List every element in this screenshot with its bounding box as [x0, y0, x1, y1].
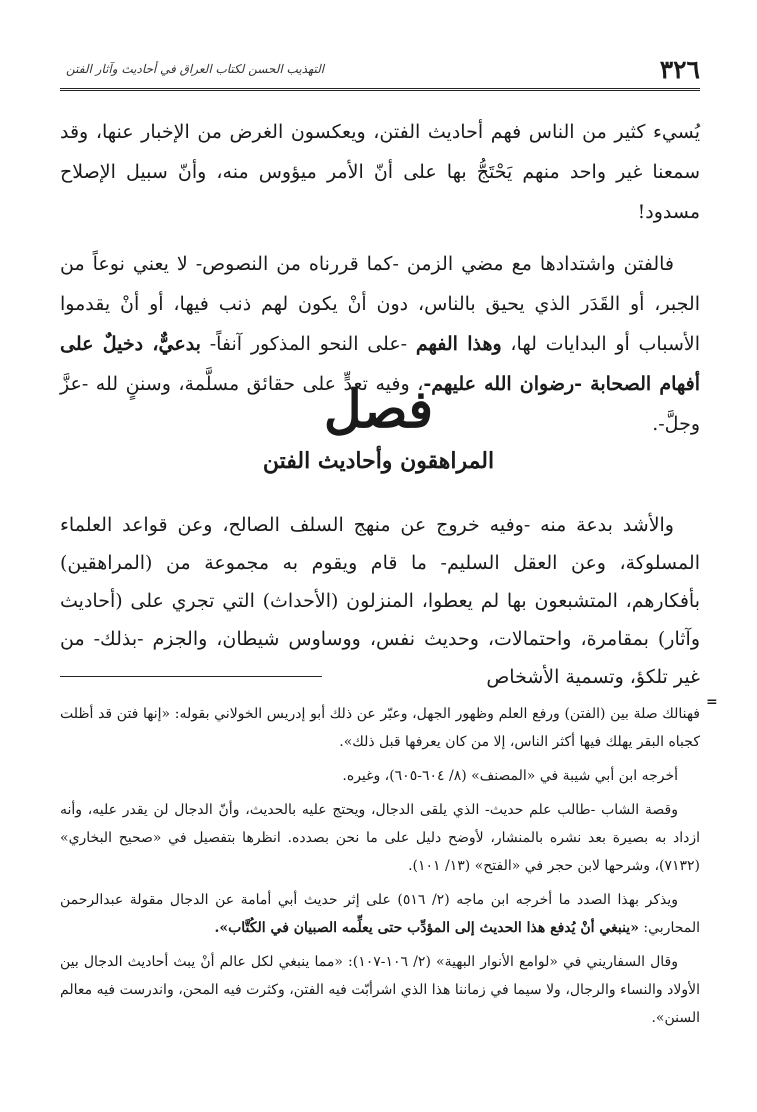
- bold-phrase: وهذا الفهم: [415, 333, 502, 355]
- footnote-2: أخرجه ابن أبي شيبة في «المصنف» (٨/ ٦٠٤-٦٠٥)، وغيره.: [342, 768, 678, 784]
- bold-quote: «ينبغي أنْ يُدفع هذا الحديث إلى المؤدِّب حتى يعلِّمه الصبيان في الكُتَّاب».: [214, 920, 639, 936]
- page-header: [60, 50, 700, 91]
- bold-phrase: -رضوان الله عليهم-: [423, 373, 591, 395]
- main-text-continued: [60, 506, 700, 696]
- paragraph-2: فالفتن واشتدادها مع مضي الزمن -كما قررناه من النصوص- لا يعني نوعاً من الجبر، أو القَدَر الذي يحيق بالناس، دون أنْ يكون لهم ذنب فيها، أو أنْ يقدموا الأسباب أو البدايات لها، وهذا الفهم -على النحو المذكور آنفاً- بدعيٌّ، دخيلٌ على أفهام الصحابة -رضوان الله عليهم-، وفيه تعدٍّ على حقائق مسلَّمة، وسننٍ لله -عزَّ وجلَّ-.: [60, 253, 701, 435]
- footnotes: [60, 700, 700, 1038]
- running-title: التهذيب الحسن لكتاب العراق في أحاديث وآثار الفتن: [66, 62, 325, 76]
- footnote-5: وقال السفاريني في «لوامع الأنوار البهية» (٢/ ١٠٦-١٠٧): «مما ينبغي لكل عالم أنْ يبث أحاديث الدجال بين الأولاد والنساء والرجال، ولا سيما في زماننا هذا الذي اشرأبّت فيه الفتن، وكثرت فيه المحن، واندرست فيه معالم السنن».: [60, 954, 700, 1026]
- footnote-divider: [60, 676, 322, 677]
- bold-phrase: بدعيٌّ، دخيلٌ على أفهام الصحابة: [60, 333, 701, 395]
- footnote-3: وقصة الشاب -طالب علم حديث- الذي يلقى الدجال، ويحتج عليه بالحديث، وأنّ الدجال لن يقدر عليه، وأنه ازداد به بصيرة بعد نشره بالمنشار، لأوضح دليل على ما نحن بصدده. انظرها بتفصيل في «صحيح البخاري» (٧١٣٢)، وشرحها لابن حجر في «الفتح» (١٣/ ١٠١).: [60, 802, 700, 874]
- paragraph-1: يُسيء كثير من الناس فهم أحاديث الفتن، ويعكسون الغرض من الإخبار عنها، وقد سمعنا غير واحد منهم يَحْتَجُّ بها على أنّ الأمر ميؤوس منه، وأنّ سبيل الإصلاح مسدود!: [60, 121, 700, 223]
- page-number: ٣٢٦: [659, 54, 700, 84]
- section-heading-word: فصل: [323, 379, 434, 440]
- section-title: المراهقون وأحاديث الفتن: [262, 448, 495, 474]
- footnote-1: فهنالك صلة بين (الفتن) ورفع العلم وظهور الجهل، وعبّر عن ذلك أبو إدريس الخولاني بقوله: «إنها فتن قد أظلت كجباه البقر يهلك فيها أكثر الناس، إلا من كان يعرفها قبل ذلك».: [60, 706, 700, 750]
- paragraph-3: والأشد بدعة منه -وفيه خروج عن منهج السلف الصالح، وعن قواعد العلماء المسلوكة، وعن العقل السليم- ما قام ويقوم به مجموعة من (المراهقين) بأفكارهم، المتشبعون بها لم يعطوا، المنزلون (الأحداث) التي تجري على (أحاديث وآثار) بمقامرة، واحتمالات، وحديث نفس، ووساوس شيطان، والجزم -بذلك- من غير تلكؤ، وتسمية الأشخاص: [60, 514, 700, 688]
- footnote-continuation-mark: =: [706, 694, 718, 710]
- footnote-4: ويذكر بهذا الصدد ما أخرجه ابن ماجه (٢/ ٥١٦) على إثر حديث أبي أمامة عن الدجال مقولة عبدالرحمن المحاربي: «ينبغي أنْ يُدفع هذا الحديث إلى المؤدِّب حتى يعلِّمه الصبيان في الكُتَّاب».: [60, 892, 700, 936]
